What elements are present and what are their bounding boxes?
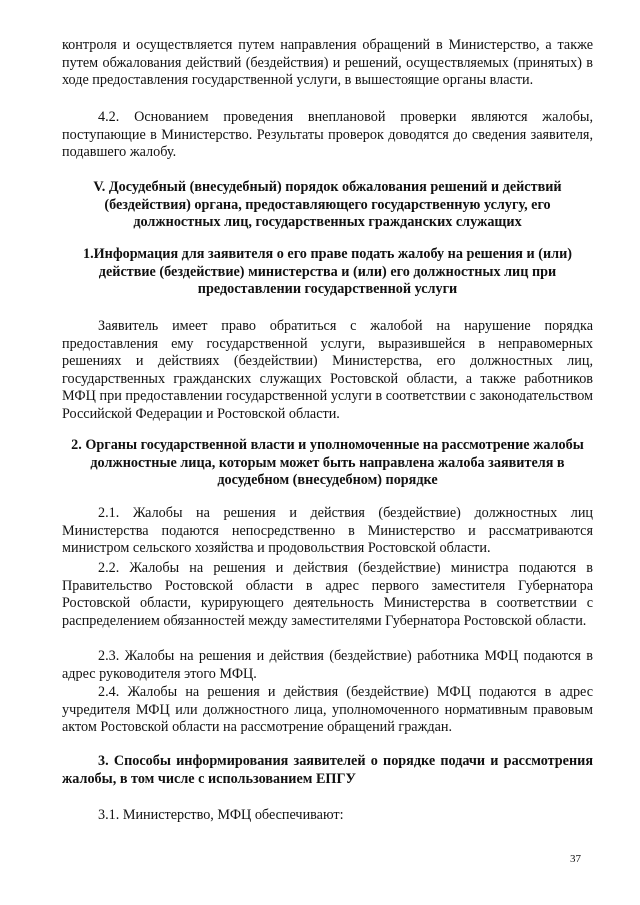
paragraph-2-1: 2.1. Жалобы на решения и действия (бездействие) должностных лиц Министерства подаются непосредственно в Министерство и рассматриваются министром сельского хозяйства и продовольствия Ростовской области. (62, 505, 593, 557)
section-v-heading: V. Досудебный (внесудебный) порядок обжалования решений и действий (бездействия) органа, предоставляющего государственную услугу, его должностных лиц, государственных гражданских служащих (93, 179, 562, 231)
paragraph-3-1: 3.1. Министерство, МФЦ обеспечивают: (98, 807, 344, 823)
subsection-1-heading: 1.Информация для заявителя о его праве подать жалобу на решения и (или) действие (бездействие) министерства и (или) его должностных лиц при предоставлении государственной услуги (83, 246, 572, 298)
subsection-3-heading: 3. Способы информирования заявителей о порядке подачи и рассмотрения жалобы, в том числе с использованием ЕПГУ (62, 753, 593, 787)
subsection-2-heading: 2. Органы государственной власти и уполномоченные на рассмотрение жалобы должностные лица, которым может быть направлена жалоба заявителя в досудебном (внесудебном) порядке (71, 437, 584, 489)
paragraph-2-4: 2.4. Жалобы на решения и действия (бездействие) МФЦ подаются в адрес учредителя МФЦ или должностного лица, уполномоченного нормативным правовым актом Ростовской области на рассмотрение обращений граждан. (62, 684, 593, 736)
paragraph-applicant-right: Заявитель имеет право обратиться с жалобой на нарушение порядка предоставления ему государственной услуги, выразившейся в неправомерных решениях и действиях (бездействии) Министерства, его должностных лиц, государственных гражданских служащих Ростовской области, а также работников МФЦ при предоставлении государственной услуги в соответствии с законодательством Российской Федерации и Ростовской области. (62, 318, 593, 422)
paragraph-2-3: 2.3. Жалобы на решения и действия (бездействие) работника МФЦ подаются в адрес руководителя этого МФЦ. (62, 648, 593, 682)
paragraph-control-continuation: контроля и осуществляется путем направления обращений в Министерство, а также путем обжалования действий (бездействия) и решений, осуществляемых (принятых) в ходе предоставления государственной услуги, в вышестоящие органы власти. (62, 37, 593, 89)
paragraph-2-2: 2.2. Жалобы на решения и действия (бездействие) министра подаются в Правительство Ростовской области в адрес первого заместителя Губернатора Ростовской области, курирующего деятельность Министерства в соответствии с распределением обязанностей между заместителями Губернатора Ростовской области. (62, 560, 593, 629)
page-number: 37 (570, 853, 581, 865)
paragraph-4-2: 4.2. Основанием проведения внеплановой проверки являются жалобы, поступающие в Министерство. Результаты проверок доводятся до сведения заявителя, подавшего жалобу. (62, 109, 593, 161)
